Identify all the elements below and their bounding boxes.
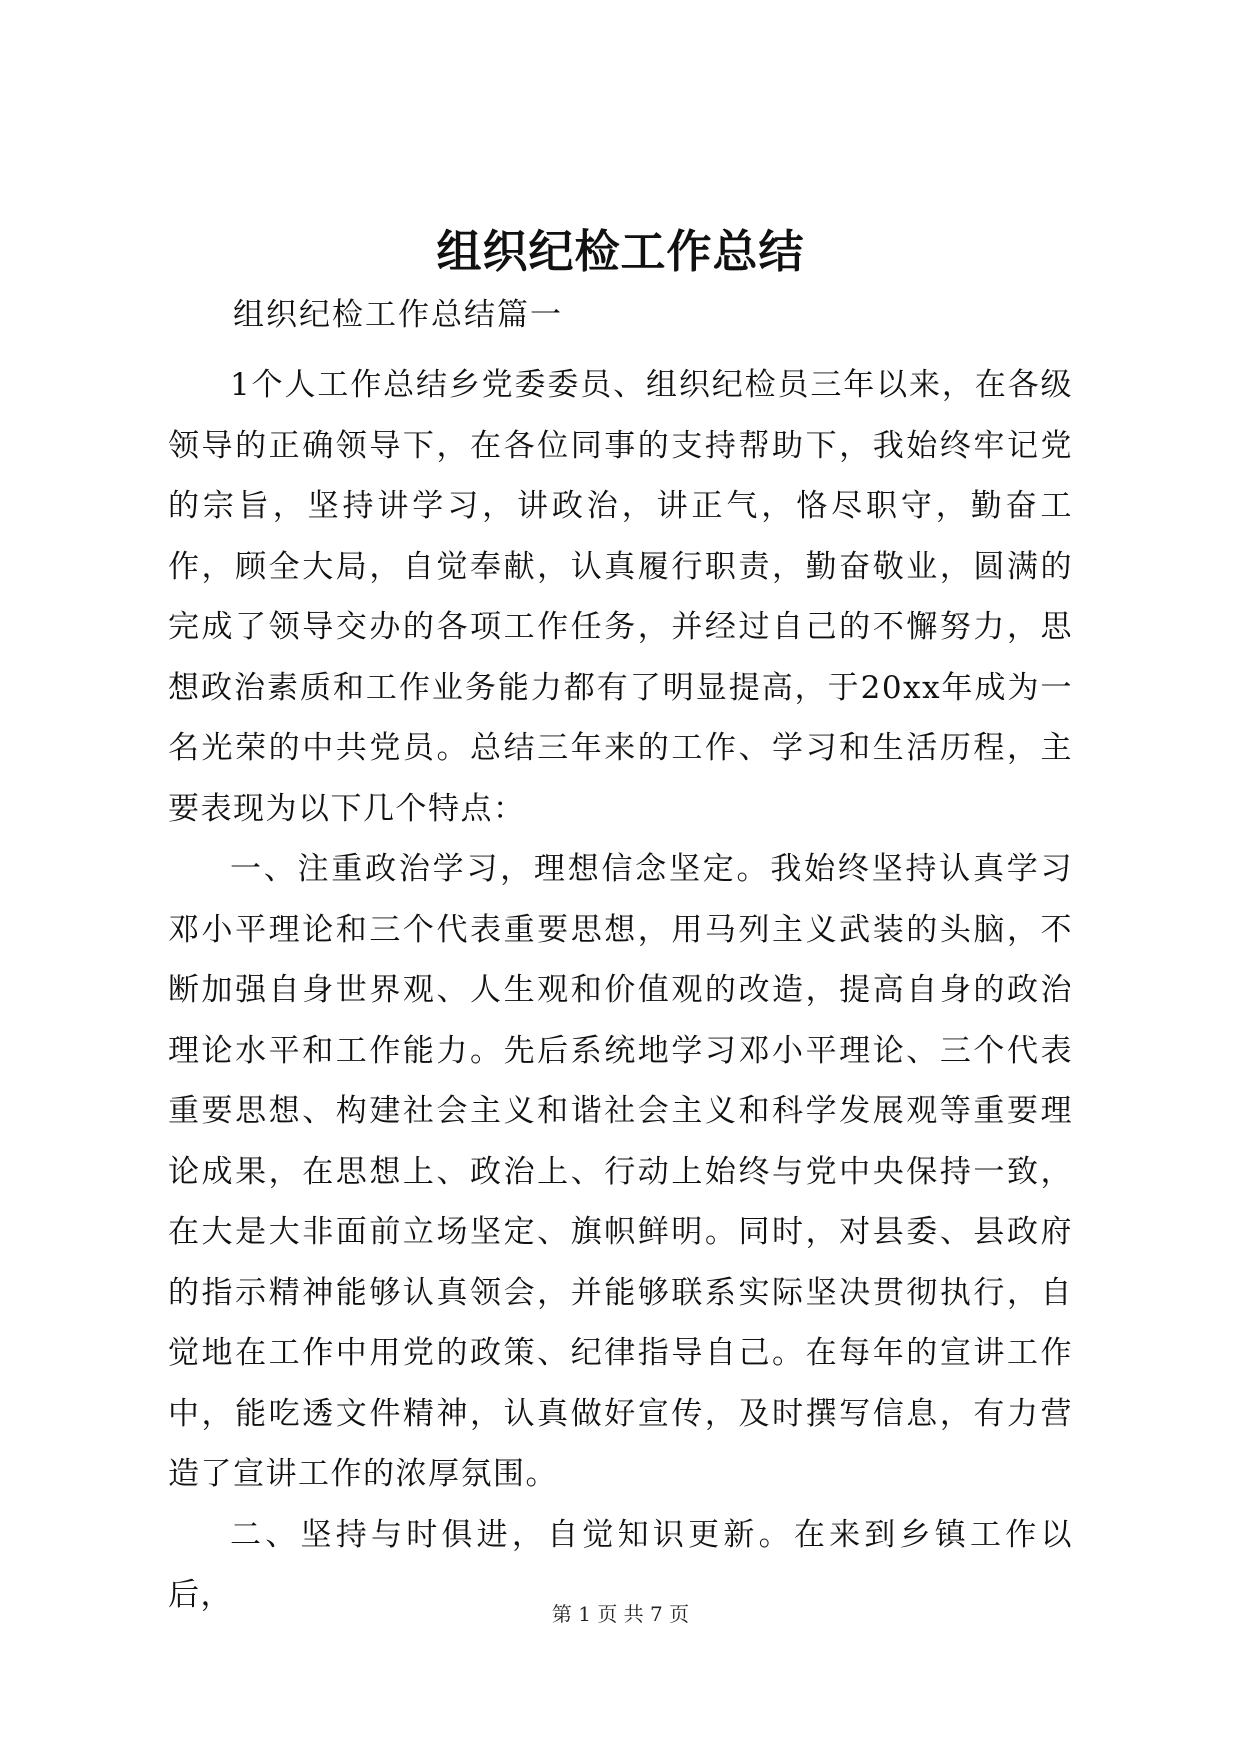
paragraph-section-one: 一、注重政治学习，理想信念坚定。我始终坚持认真学习邓小平理论和三个代表重要思想，用马列主义武装的头脑，不断加强自身世界观、人生观和价值观的改造，提高自身的政治理论水平和工作能力。先后系统地学习邓小平理论、三个代表重要思想、构建社会主义和谐社会主义和科学发展观等重要理论成果，在思想上、政治上、行动上始终与党中央保持一致，在大是大非面前立场坚定、旗帜鲜明。同时，对县委、县政府的指示精神能够认真领会，并能够联系实际坚决贯彻执行，自觉地在工作中用党的政策、纪律指导自己。在每年的宣讲工作中，能吃透文件精神，认真做好宣传，及时撰写信息，有力营造了宣讲工作的浓厚氛围。 [168,851,1073,1492]
paragraph-section-two: 二、坚持与时俱进，自觉知识更新。在来到乡镇工作以后， [168,1516,1073,1613]
paragraph-intro: 1个人工作总结乡党委委员、组织纪检员三年以来，在各级领导的正确领导下，在各位同事的支持帮助下，我始终牢记党的宗旨，坚持讲学习，讲政治，讲正气，恪尽职守，勤奋工作，顾全大局，自觉奉献，认真履行职责，勤奋敬业，圆满的完成了领导交办的各项工作任务，并经过自己的不懈努力，思想政治素质和工作业务能力都有了明显提高，于20xx年成为一名光荣的中共党员。总结三年来的工作、学习和生活历程，主要表现为以下几个特点： [168,367,1073,827]
document-body [168,355,1073,1626]
document-subtitle: 组织纪检工作总结篇一 [233,297,563,333]
document-title: 组织纪检工作总结 [436,225,805,278]
page-number-footer: 第 1 页 共 7 页 [551,1602,690,1626]
